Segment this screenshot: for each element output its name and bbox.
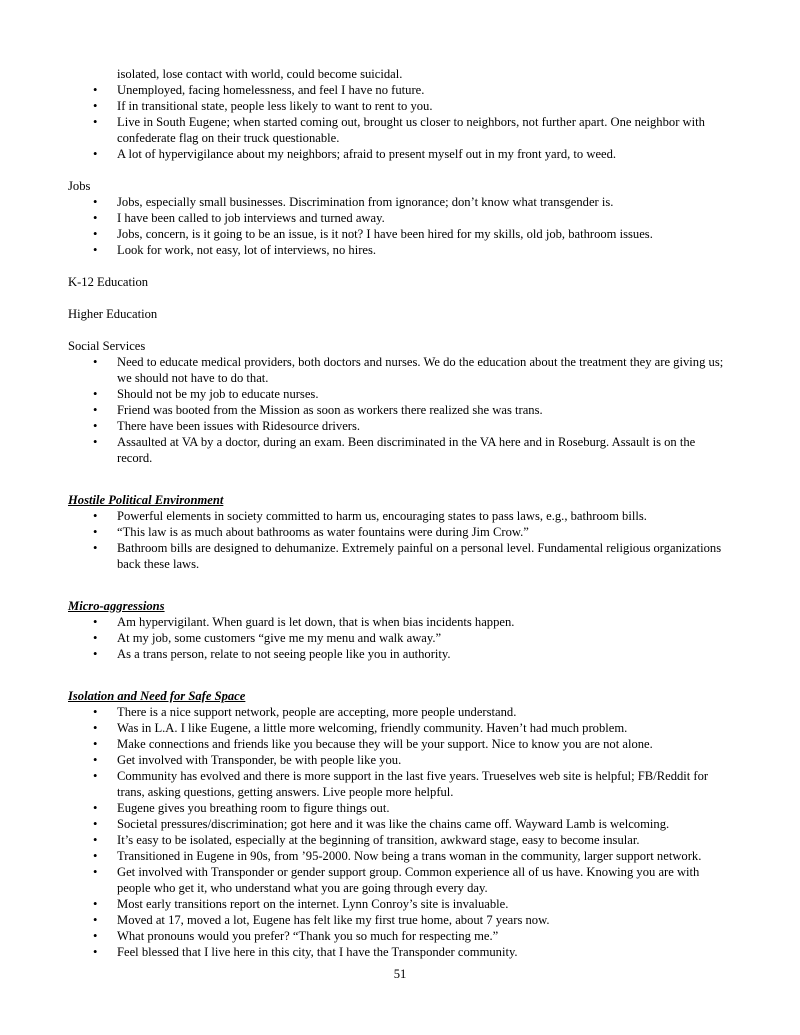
document-section [68, 598, 732, 662]
bullet-text: Friend was booted from the Mission as soon as workers there realized she was trans. [117, 403, 543, 417]
bullet-text: There have been issues with Ridesource drivers. [117, 419, 361, 433]
document-section [68, 66, 732, 162]
bullet-list [68, 82, 732, 162]
bullet-text: Transitioned in Eugene in 90s, from ’95-2000. Now being a trans woman in the community, larger support network. [117, 849, 702, 863]
bullet-icon: • [93, 849, 98, 863]
bullet-item [68, 646, 732, 662]
bullet-text: A lot of hypervigilance about my neighbors; afraid to present myself out in my front yard, to weed. [117, 147, 617, 161]
bullet-list [68, 354, 732, 466]
bullet-item [68, 386, 732, 402]
bullet-item [68, 418, 732, 434]
bullet-item [68, 242, 732, 258]
bullet-icon: • [93, 509, 98, 523]
bullet-icon: • [93, 615, 98, 629]
bullet-item [68, 848, 732, 864]
bullet-text: Societal pressures/discrimination; got here and it was like the chains came off. Wayward Lamb is welcoming. [117, 817, 670, 831]
bullet-icon: • [93, 211, 98, 225]
bullet-item [68, 832, 732, 848]
bullet-item [68, 226, 732, 242]
bullet-item [68, 864, 732, 896]
bullet-icon: • [93, 865, 98, 879]
bullet-item [68, 752, 732, 768]
continuation-text: isolated, lose contact with world, could become suicidal. [117, 67, 403, 81]
section-heading: K-12 Education [68, 275, 149, 289]
bullet-text: There is a nice support network, people are accepting, more people understand. [117, 705, 517, 719]
bullet-item [68, 630, 732, 646]
bullet-text: I have been called to job interviews and turned away. [117, 211, 385, 225]
bullet-item [68, 768, 732, 800]
bullet-item [68, 540, 732, 572]
bullet-item [68, 896, 732, 912]
bullet-item [68, 434, 732, 466]
bullet-icon: • [93, 227, 98, 241]
bullet-item [68, 82, 732, 98]
bullet-text: Most early transitions report on the internet. Lynn Conroy’s site is invaluable. [117, 897, 509, 911]
bullet-icon: • [93, 737, 98, 751]
bullet-text: What pronouns would you prefer? “Thank you so much for respecting me.” [117, 929, 499, 943]
bullet-icon: • [93, 525, 98, 539]
bullet-item [68, 114, 732, 146]
bullet-icon: • [93, 897, 98, 911]
bullet-text: “This law is as much about bathrooms as water fountains were during Jim Crow.” [117, 525, 529, 539]
bullet-item [68, 98, 732, 114]
document-section [68, 492, 732, 572]
bullet-icon: • [93, 195, 98, 209]
bullet-item [68, 928, 732, 944]
bullet-text: Jobs, concern, is it going to be an issue, is it not? I have been hired for my skills, old job, bathroom issues. [117, 227, 653, 241]
bullet-icon: • [93, 243, 98, 257]
bullet-item [68, 912, 732, 928]
bullet-icon: • [93, 753, 98, 767]
bullet-text: Was in L.A. I like Eugene, a little more welcoming, friendly community. Haven’t had much problem. [117, 721, 628, 735]
bullet-icon: • [93, 631, 98, 645]
bullet-text: Feel blessed that I live here in this city, that I have the Transponder community. [117, 945, 518, 959]
bullet-text: Unemployed, facing homelessness, and feel I have no future. [117, 83, 425, 97]
bullet-text: Look for work, not easy, lot of interviews, no hires. [117, 243, 377, 257]
bullet-text: Get involved with Transponder or gender support group. Common experience all of us have. Knowing you are with people who get it, who understand what you are going through every day. [117, 865, 700, 895]
bullet-text: Assaulted at VA by a doctor, during an exam. Been discriminated in the VA here and in Roseburg. Assault is on the record. [117, 435, 696, 465]
bullet-icon: • [93, 355, 98, 369]
bullet-text: Need to educate medical providers, both doctors and nurses. We do the education about the treatment they are giving us; we should not have to do that. [117, 355, 724, 385]
bullet-icon: • [93, 99, 98, 113]
section-heading: Hostile Political Environment [68, 493, 224, 507]
bullet-item [68, 736, 732, 752]
bullet-icon: • [93, 435, 98, 449]
bullet-text: As a trans person, relate to not seeing people like you in authority. [117, 647, 451, 661]
bullet-icon: • [93, 929, 98, 943]
bullet-item [68, 402, 732, 418]
bullet-text: Am hypervigilant. When guard is let down, that is when bias incidents happen. [117, 615, 515, 629]
bullet-icon: • [93, 913, 98, 927]
bullet-item [68, 210, 732, 226]
bullet-item [68, 146, 732, 162]
bullet-text: At my job, some customers “give me my menu and walk away.” [117, 631, 442, 645]
bullet-item [68, 508, 732, 524]
bullet-icon: • [93, 387, 98, 401]
bullet-icon: • [93, 147, 98, 161]
bullet-item [68, 524, 732, 540]
document-section [68, 688, 732, 960]
section-heading: Higher Education [68, 307, 158, 321]
bullet-icon: • [93, 403, 98, 417]
bullet-item [68, 194, 732, 210]
document-section [68, 306, 732, 322]
bullet-list [68, 508, 732, 572]
document-section [68, 178, 732, 258]
bullet-item [68, 354, 732, 386]
page-content [68, 66, 732, 960]
bullet-list [68, 614, 732, 662]
bullet-icon: • [93, 419, 98, 433]
bullet-item [68, 704, 732, 720]
bullet-text: Jobs, especially small businesses. Discrimination from ignorance; don’t know what transgender is. [117, 195, 614, 209]
bullet-text: Bathroom bills are designed to dehumanize. Extremely painful on a personal level. Fundamental religious organizations back these laws. [117, 541, 722, 571]
section-heading: Jobs [68, 179, 91, 193]
bullet-item [68, 720, 732, 736]
bullet-text: Make connections and friends like you because they will be your support. Nice to know you are not alone. [117, 737, 653, 751]
bullet-icon: • [93, 83, 98, 97]
bullet-item [68, 614, 732, 630]
section-heading: Isolation and Need for Safe Space [68, 689, 246, 703]
bullet-text: Powerful elements in society committed to harm us, encouraging states to pass laws, e.g., bathroom bills. [117, 509, 647, 523]
bullet-icon: • [93, 647, 98, 661]
bullet-icon: • [93, 721, 98, 735]
bullet-icon: • [93, 115, 98, 129]
bullet-text: Get involved with Transponder, be with people like you. [117, 753, 402, 767]
bullet-item [68, 944, 732, 960]
bullet-text: Community has evolved and there is more support in the last five years. Trueselves web site is helpful; FB/Reddit for trans, asking questions, getting answers. Live people more helpful. [117, 769, 709, 799]
bullet-text: Moved at 17, moved a lot, Eugene has felt like my first true home, about 7 years now. [117, 913, 550, 927]
bullet-icon: • [93, 541, 98, 555]
bullet-text: It’s easy to be isolated, especially at the beginning of transition, awkward stage, easy to become insular. [117, 833, 640, 847]
bullet-icon: • [93, 833, 98, 847]
bullet-list [68, 704, 732, 960]
section-heading: Micro-aggressions [68, 599, 165, 613]
document-section [68, 338, 732, 466]
bullet-text: If in transitional state, people less likely to want to rent to you. [117, 99, 433, 113]
page-number: 51 [393, 967, 407, 981]
bullet-text: Should not be my job to educate nurses. [117, 387, 319, 401]
bullet-icon: • [93, 769, 98, 783]
bullet-item [68, 816, 732, 832]
bullet-text: Eugene gives you breathing room to figure things out. [117, 801, 390, 815]
bullet-item [68, 800, 732, 816]
bullet-text: Live in South Eugene; when started coming out, brought us closer to neighbors, not further apart. One neighbor with confederate flag on their truck questionable. [117, 115, 705, 145]
bullet-icon: • [93, 945, 98, 959]
document-section [68, 274, 732, 290]
bullet-icon: • [93, 817, 98, 831]
section-heading: Social Services [68, 339, 146, 353]
bullet-icon: • [93, 705, 98, 719]
bullet-icon: • [93, 801, 98, 815]
bullet-list [68, 194, 732, 258]
